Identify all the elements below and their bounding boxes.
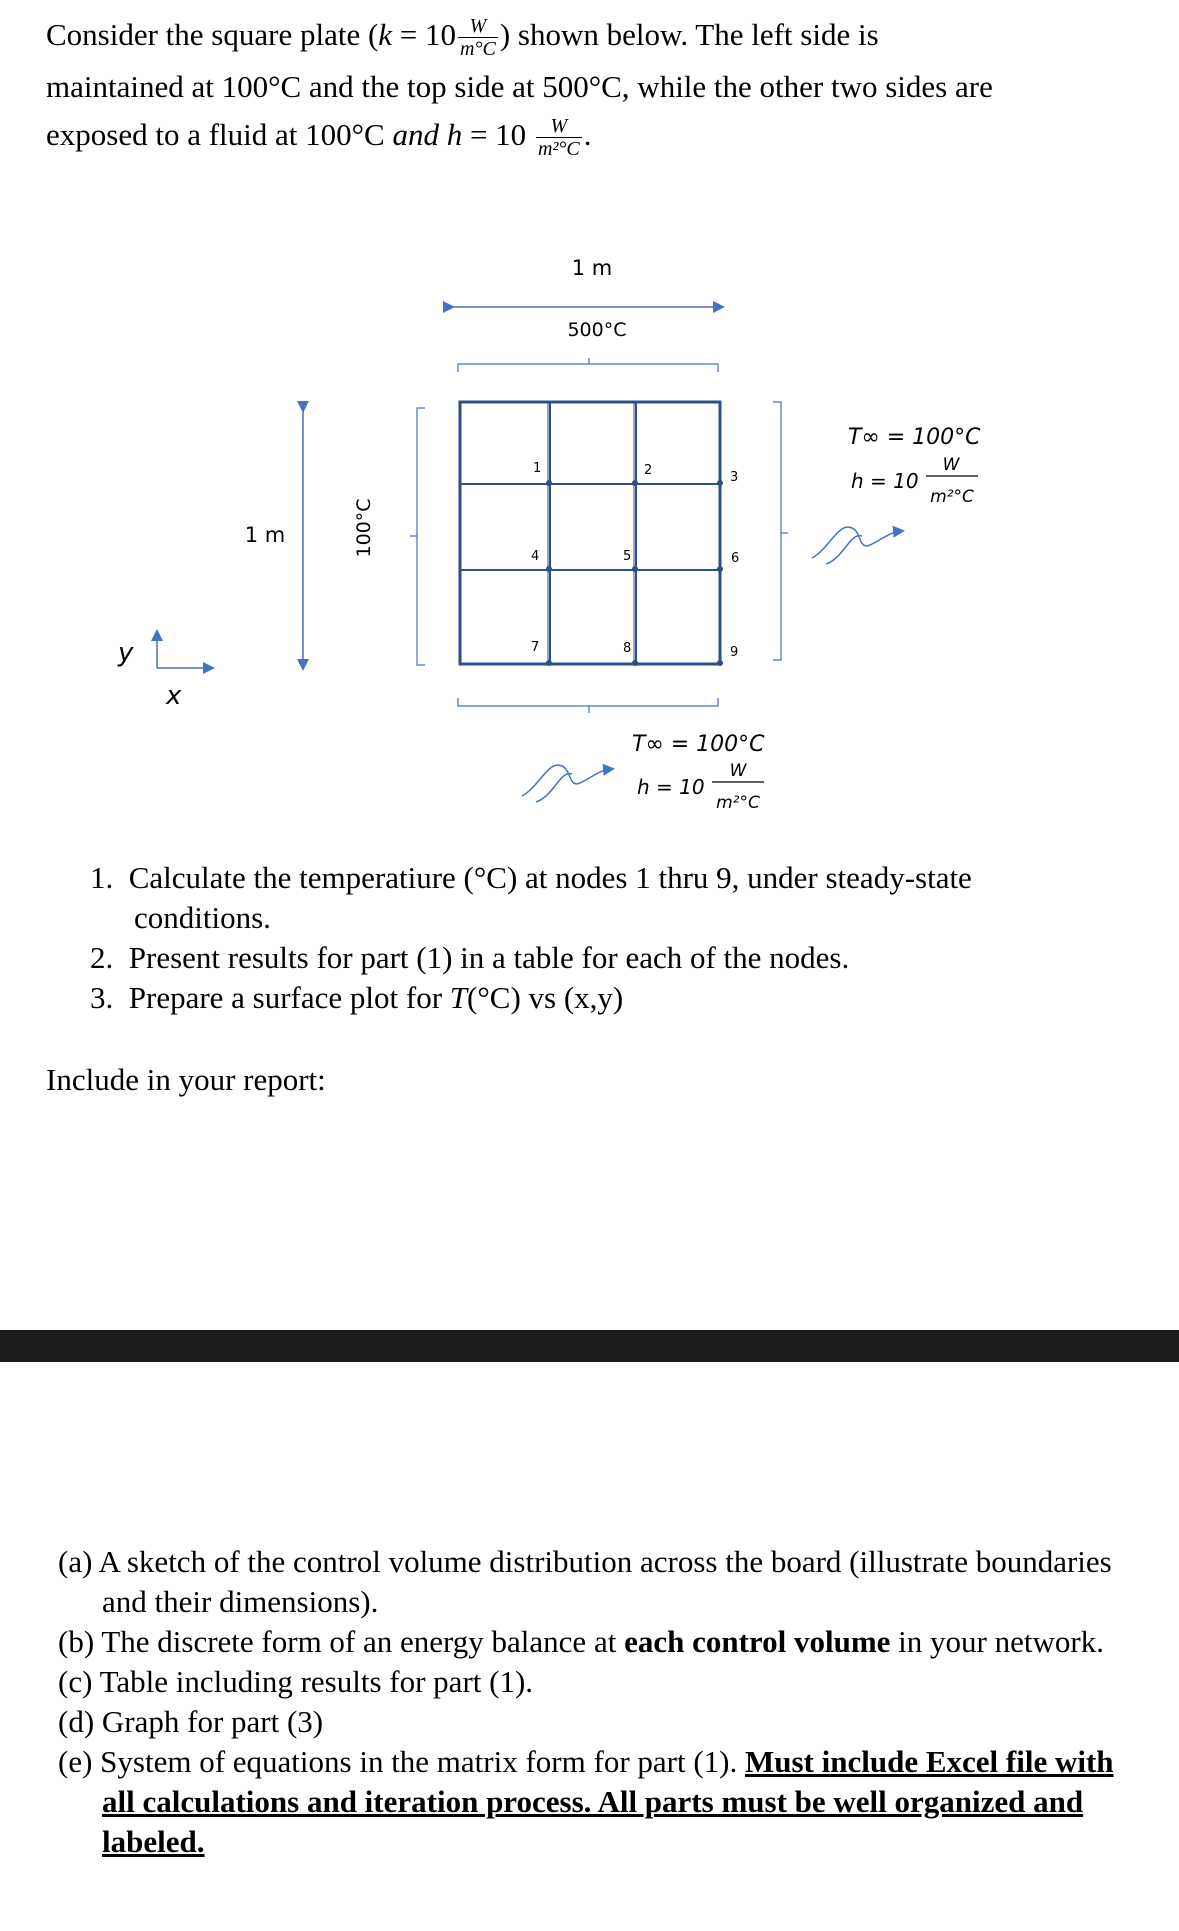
left-temperature-label: 100°C xyxy=(353,498,375,558)
task-item: 3. Prepare a surface plot for T(°C) vs (x,y) xyxy=(90,980,624,1015)
task-list xyxy=(90,858,1090,1018)
square-plate xyxy=(460,402,720,664)
top-brace xyxy=(458,358,718,372)
svg-text:W: W xyxy=(729,761,747,781)
bottom-brace xyxy=(458,698,718,713)
svg-text:8: 8 xyxy=(623,641,632,656)
report-item: (a) A sketch of the control volume distribution across the board (illustrate boundaries and their dimensions). xyxy=(58,1544,1112,1619)
right-brace xyxy=(773,402,788,660)
svg-text:m²°C: m²°C xyxy=(930,487,974,507)
svg-text:T∞ = 100°C: T∞ = 100°C xyxy=(848,425,981,450)
right-flow-arrow-icon xyxy=(812,527,902,558)
task-item: 1. Calculate the temperatiure (°C) at nodes 1 thru 9, under steady-state conditions. xyxy=(90,860,972,935)
node-7 xyxy=(531,640,552,666)
svg-text:6: 6 xyxy=(731,551,740,566)
left-brace xyxy=(410,408,425,665)
svg-text:3: 3 xyxy=(730,470,739,485)
intro-line-3: exposed to a fluid at 100°C and h = 10 $\frac{W}{\text{m²°C}}$ . xyxy=(46,115,592,161)
svg-text:W: W xyxy=(942,455,960,475)
task-item: 2. Present results for part (1) in a table for each of the nodes. xyxy=(90,940,850,975)
top-dimension-label: 1 m xyxy=(571,256,613,280)
node-4 xyxy=(531,549,552,572)
svg-text:9: 9 xyxy=(730,645,739,660)
report-list xyxy=(58,1542,1118,1862)
k-units-fraction: $\frac{W}{m^\circ C}$ xyxy=(460,15,496,61)
svg-text:h = 10: h = 10 xyxy=(637,775,705,799)
intro-line-2: maintained at 100°C and the top side at 500°C, while the other two sides are xyxy=(46,69,993,104)
svg-text:5: 5 xyxy=(623,549,632,564)
bottom-convection-label xyxy=(632,732,765,813)
svg-text:h = 10: h = 10 xyxy=(851,469,919,493)
svg-text:1: 1 xyxy=(533,461,542,476)
right-convection-label xyxy=(848,425,981,507)
left-dimension-label: 1 m xyxy=(244,523,286,547)
svg-text:2: 2 xyxy=(644,463,653,478)
h-units-fraction: $\frac{W}{\text{m²°C}}$ xyxy=(537,115,580,161)
intro-line-1: Consider the square plate (k = 10 $\frac{W}{m^\circ C}$ ) shown below. The left side is xyxy=(46,15,879,61)
svg-text:7: 7 xyxy=(531,640,540,655)
report-item: (d) Graph for part (3) xyxy=(58,1704,324,1739)
svg-text:4: 4 xyxy=(531,549,540,564)
report-item: (b) The discrete form of an energy balance at each control volume in your network. xyxy=(58,1624,1104,1659)
bottom-flow-arrow-icon xyxy=(522,765,612,796)
svg-text:m²°C: m²°C xyxy=(716,793,760,813)
report-item: (e) System of equations in the matrix form for part (1). Must include Excel file with all calculations and iteration process. All parts must be well organized and labeled. xyxy=(58,1744,1114,1859)
report-item: (c) Table including results for part (1). xyxy=(58,1664,534,1699)
top-temperature-label: 500°C xyxy=(567,319,627,341)
divider-band xyxy=(0,1330,1179,1362)
include-heading: Include in your report: xyxy=(46,1062,326,1097)
svg-text:T∞ = 100°C: T∞ = 100°C xyxy=(632,732,765,757)
x-axis-label: x xyxy=(166,681,182,711)
y-axis-label: y xyxy=(118,638,134,668)
